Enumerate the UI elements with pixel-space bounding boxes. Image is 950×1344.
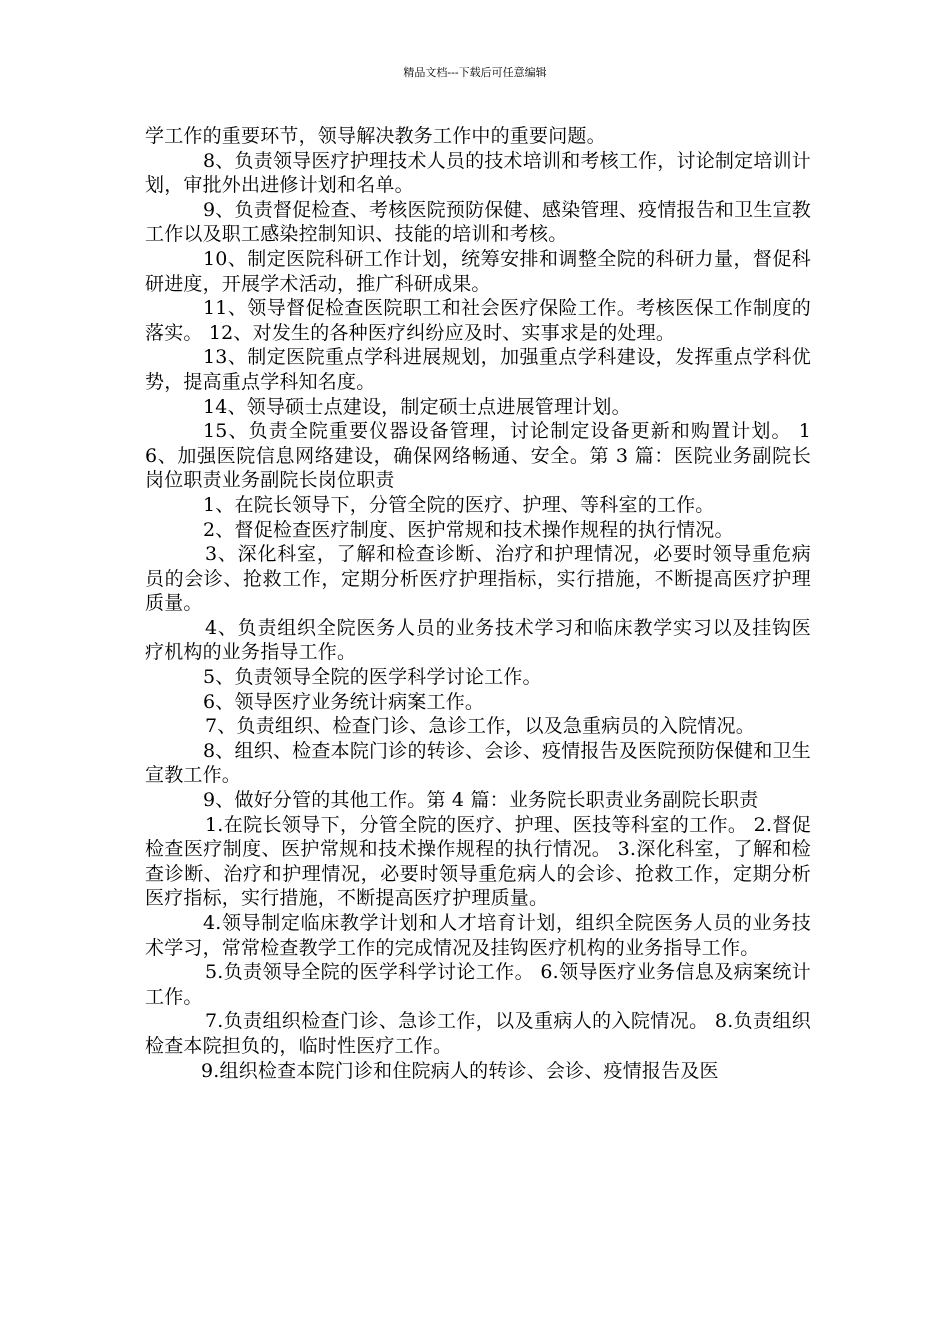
paragraph: 7.负责组织检查门诊、急诊工作，以及重病人的入院情况。 8.负责组织检查本院担负的，临时性医疗工作。 [145,1010,811,1057]
paragraph: 1.在院长领导下，分管全院的医疗、护理、医技等科室的工作。 2.督促检查医疗制度、医护常规和技术操作规程的执行情况。 3.深化科室，了解和检查诊断、治疗和护理情况，必要时领导重危病人的会诊、抢救工作，定期分析医疗指标，实行措施，不断提高医疗护理质量。 [145,813,811,910]
paragraph: 14、领导硕士点建设，制定硕士点进展管理计划。 [203,395,631,418]
page-header: 精品文档---下载后可任意编辑 [403,66,547,79]
paragraph: 2、督促检查医疗制度、医护常规和技术操作规程的执行情况。 [203,518,734,541]
paragraph: 1、在院长领导下，分管全院的医疗、护理、等科室的工作。 [203,493,715,516]
paragraph: 9、做好分管的其他工作。第 4 篇：业务院长职责业务副院长职责 [203,789,759,812]
paragraph: 5、负责领导全院的医学科学讨论工作。 [203,666,542,689]
paragraph: 9.组织检查本院门诊和住院病人的转诊、会诊、疫情报告及医 [201,1059,719,1082]
paragraph: 6、领导医疗业务统计病案工作。 [203,690,485,713]
paragraph: 10、制定医院科研工作计划，统筹安排和调整全院的科研力量，督促科研进度，开展学术活动，推广科研成果。 [145,247,811,295]
paragraph: 11、领导督促检查医院职工和社会医疗保险工作。考核医保工作制度的落实。 12、对发生的各种医疗纠纷应及时、实事求是的处理。 [145,297,811,344]
paragraph: 学工作的重要环节，领导解决教务工作中的重要问题。 [145,125,606,147]
paragraph: 4、负责组织全院医务人员的业务技术学习和临床教学实习以及挂钩医疗机构的业务指导工作。 [145,616,811,664]
paragraph: 3、深化科室，了解和检查诊断、治疗和护理情况，必要时领导重危病员的会诊、抢救工作，定期分析医疗护理指标，实行措施，不断提高医疗护理质量。 [145,543,811,615]
paragraph: 7、负责组织、检查门诊、急诊工作，以及急重病员的入院情况。 [205,715,755,738]
document-body [145,124,811,1083]
paragraph: 9、负责督促检查、考核医院预防保健、感染管理、疫情报告和卫生宣教工作以及职工感染控制知识、技能的培训和考核。 [145,198,811,246]
paragraph: 8、组织、检查本院门诊的转诊、会诊、疫情报告及医院预防保健和卫生宣教工作。 [145,739,811,787]
paragraph: 13、制定医院重点学科进展规划，加强重点学科建设，发挥重点学科优势，提高重点学科知名度。 [145,346,811,393]
paragraph: 15、负责全院重要仪器设备管理，讨论制定设备更新和购置计划。 16、加强医院信息网络建设，确保网络畅通、安全。第 3 篇：医院业务副院长岗位职责业务副院长岗位职责 [145,420,811,492]
paragraph: 5.负责领导全院的医学科学讨论工作。 6.领导医疗业务信息及病案统计工作。 [145,961,811,1008]
paragraph: 8、负责领导医疗护理技术人员的技术培训和考核工作，讨论制定培训计划，审批外出进修计划和名单。 [145,149,811,197]
paragraph: 4.领导制定临床教学计划和人才培育计划，组织全院医务人员的业务技术学习，常常检查教学工作的完成情况及挂钩医疗机构的业务指导工作。 [145,912,811,959]
